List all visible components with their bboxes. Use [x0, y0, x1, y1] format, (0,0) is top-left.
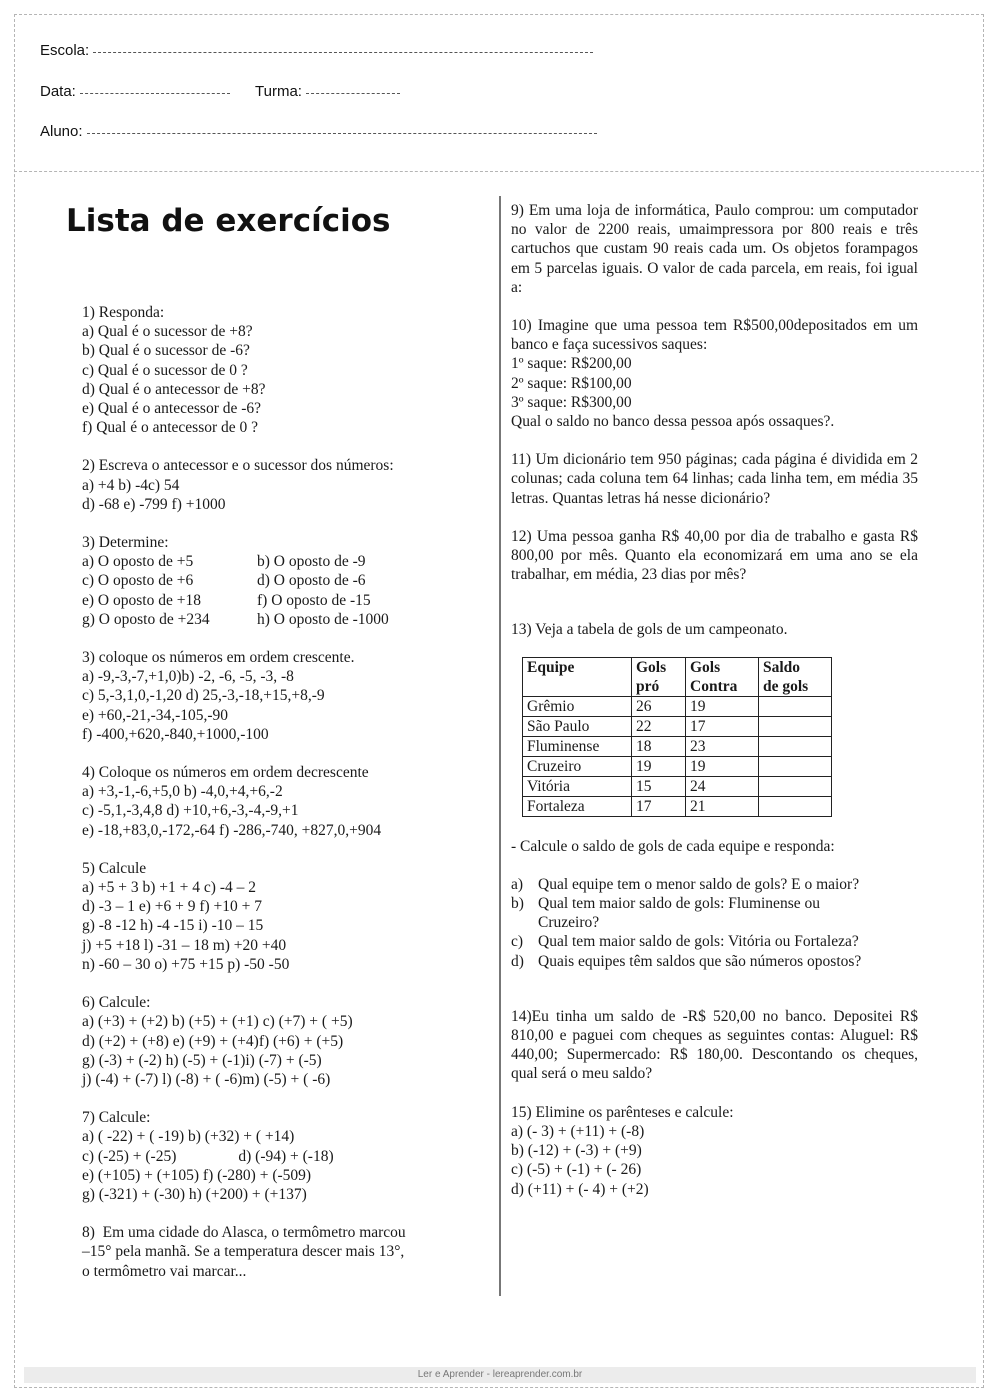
- table-row: [523, 736, 832, 756]
- question-heading: 7) Calcule:: [82, 1109, 151, 1127]
- escola-field[interactable]: [40, 42, 593, 59]
- question-item: e) O oposto de +18: [82, 591, 201, 609]
- question-text: 14)Eu tinha um saldo de -R$ 520,00 no banco. Depositei R$ 810,00 e paguei com cheques as seguintes contas: Aluguel: R$ 440,00; Supermercado: R$ 180,00. Descontando os cheques, qual será o meu saldo?: [511, 1007, 918, 1083]
- question-line: f) Qual é o antecessor de 0 ?: [82, 419, 259, 437]
- question-row: [82, 591, 482, 610]
- table-cell: 22: [632, 716, 686, 736]
- footer-credit: Ler e Aprender - lereaprender.com.br: [24, 1367, 976, 1383]
- table-row: [523, 716, 832, 736]
- question-line: n) -60 – 30 o) +75 +15 p) -50 -50: [82, 955, 290, 973]
- table-cell[interactable]: [759, 736, 832, 756]
- question-line: d) (+11) + (- 4) + (+2): [511, 1180, 649, 1198]
- question-item: d) O oposto de -6: [257, 572, 366, 590]
- table-cell: 23: [686, 736, 759, 756]
- question-instruction: - Calcule o saldo de gols de cada equipe e responda:: [511, 837, 835, 855]
- question-line: e) Qual é o antecessor de -6?: [82, 400, 262, 418]
- question-line: f) -400,+620,-840,+1000,-100: [82, 725, 269, 743]
- question-heading: 2) Escreva o antecessor e o sucessor dos números:: [82, 457, 394, 475]
- data-label: Data:: [40, 83, 76, 100]
- question-line: g) (-3) + (-2) h) (-5) + (-1)i) (-7) + (-5): [82, 1051, 322, 1069]
- table-cell: 15: [632, 776, 686, 796]
- item-letter: b): [511, 895, 524, 913]
- question-3-crescente: [82, 648, 482, 744]
- question-1: [82, 303, 482, 437]
- turma-label: Turma:: [255, 83, 302, 100]
- question-heading: 5) Calcule: [82, 859, 147, 877]
- question-line: –15° pela manhã. Se a temperatura descer mais 13°,: [82, 1243, 405, 1261]
- column-divider: [499, 196, 501, 1296]
- item-text: Qual equipe tem o menor saldo de gols? E o maior?: [538, 875, 860, 893]
- header-separator: [14, 171, 984, 172]
- table-row: [523, 776, 832, 796]
- table-cell: 19: [686, 696, 759, 716]
- question-line: 3º saque: R$300,00: [511, 393, 632, 411]
- table-row: [523, 696, 832, 716]
- question-line: a) -9,-3,-7,+1,0)b) -2, -6, -5, -3, -8: [82, 668, 294, 686]
- question-line: o termômetro vai marcar...: [82, 1262, 247, 1280]
- table-cell: 17: [686, 716, 759, 736]
- table-header: Saldo de gols: [759, 657, 832, 696]
- table-cell: 18: [632, 736, 686, 756]
- question-text: 12) Uma pessoa ganha R$ 40,00 por dia de trabalho e gasta R$ 800,00 por mês. Quanto ela economizará em uma ano se ela trabalhar, em média, 23 dias por mês?: [511, 527, 918, 584]
- table-cell: Grêmio: [523, 696, 632, 716]
- question-line: c) (-5) + (-1) + (- 26): [511, 1161, 642, 1179]
- table-header: Gols pró: [632, 657, 686, 696]
- question-items: [511, 875, 918, 971]
- table-cell: 17: [632, 796, 686, 816]
- question-line: d) Qual é o antecessor de +8?: [82, 380, 266, 398]
- table-cell: Fortaleza: [523, 796, 632, 816]
- aluno-field[interactable]: [40, 123, 597, 140]
- question-line: e) (+105) + (+105) f) (-280) + (-509): [82, 1166, 312, 1184]
- table-header-row: [523, 657, 832, 696]
- turma-line: [306, 93, 400, 94]
- question-item: a) O oposto de +5: [82, 553, 194, 571]
- question-text: 9) Em uma loja de informática, Paulo comprou: um computador no valor de 2200 reais, umaimpressora por 800 reais e três cartuchos que custam 90 reais cada um. Os objetos forampagos em 5 parcelas iguais. O valor de cada parcela, em reais, foi igual a:: [511, 202, 918, 296]
- escola-label: Escola:: [40, 42, 90, 59]
- table-header: Gols Contra: [686, 657, 759, 696]
- aluno-line: [87, 133, 597, 134]
- question-14: [511, 1007, 918, 1084]
- aluno-label: Aluno:: [40, 123, 83, 140]
- question-11: [511, 450, 918, 508]
- question-line: j) +5 +18 l) -31 – 18 m) +20 +40: [82, 936, 287, 954]
- question-line: a) +5 + 3 b) +1 + 4 c) -4 – 2: [82, 879, 256, 897]
- right-column: [511, 201, 918, 1218]
- question-line: a) +4 b) -4c) 54: [82, 476, 180, 494]
- table-row: [523, 756, 832, 776]
- question-line: 2º saque: R$100,00: [511, 374, 632, 392]
- goals-table: [522, 657, 832, 817]
- question-heading: 13) Veja a tabela de gols de um campeonato.: [511, 621, 788, 639]
- table-cell[interactable]: [759, 716, 832, 736]
- question-item: f) O oposto de -15: [257, 591, 371, 609]
- question-line: e) -18,+83,0,-172,-64 f) -286,-740, +827,0,+904: [82, 821, 382, 839]
- question-13: [511, 620, 918, 970]
- question-15: [511, 1103, 918, 1199]
- list-item: [511, 875, 918, 894]
- question-item: g) O oposto de +234: [82, 610, 210, 628]
- question-item: h) O oposto de -1000: [257, 610, 389, 628]
- question-line: a) (- 3) + (+11) + (-8): [511, 1122, 645, 1140]
- question-heading: 3) Determine:: [82, 534, 169, 552]
- table-row: [523, 796, 832, 816]
- question-line: Qual o saldo no banco dessa pessoa após ossaques?.: [511, 413, 835, 431]
- table-cell: 19: [632, 756, 686, 776]
- question-line: 8) Em uma cidade do Alasca, o termômetro marcou: [82, 1224, 406, 1242]
- question-line: d) -68 e) -799 f) +1000: [82, 495, 226, 513]
- list-item: [511, 952, 918, 971]
- question-line: c) Qual é o sucessor de 0 ?: [82, 361, 248, 379]
- item-letter: d): [511, 952, 524, 970]
- data-line: [80, 93, 230, 94]
- question-line: j) (-4) + (-7) l) (-8) + ( -6)m) (-5) + ( -6): [82, 1070, 331, 1088]
- table-cell: 21: [686, 796, 759, 816]
- question-6: [82, 993, 482, 1089]
- question-row: [82, 552, 482, 571]
- question-heading: 6) Calcule:: [82, 994, 151, 1012]
- table-cell[interactable]: [759, 756, 832, 776]
- question-line: b) Qual é o sucessor de -6?: [82, 342, 250, 360]
- table-header: Equipe: [523, 657, 632, 696]
- turma-field[interactable]: [255, 83, 400, 100]
- left-column: [82, 303, 482, 1300]
- question-line: c) (-25) + (-25) d) (-94) + (-18): [82, 1147, 334, 1165]
- question-row: [82, 571, 482, 590]
- table-cell: 24: [686, 776, 759, 796]
- question-line: d) (+2) + (+8) e) (+9) + (+4)f) (+6) + (+5): [82, 1032, 344, 1050]
- question-line: b) (-12) + (-3) + (+9): [511, 1142, 642, 1160]
- question-item: b) O oposto de -9: [257, 553, 366, 571]
- item-text: Qual tem maior saldo de gols: Fluminense ou Cruzeiro?: [538, 895, 820, 932]
- question-line: a) Qual é o sucessor de +8?: [82, 323, 253, 341]
- question-12: [511, 527, 918, 585]
- question-2: [82, 456, 482, 514]
- question-line: d) -3 – 1 e) +6 + 9 f) +10 + 7: [82, 898, 263, 916]
- item-text: Qual tem maior saldo de gols: Vitória ou Fortaleza?: [538, 933, 859, 951]
- question-line: e) +60,-21,-34,-105,-90: [82, 706, 229, 724]
- table-cell: São Paulo: [523, 716, 632, 736]
- question-line: c) 5,-3,1,0,-1,20 d) 25,-3,-18,+15,+8,-9: [82, 687, 325, 705]
- table-cell[interactable]: [759, 696, 832, 716]
- item-letter: c): [511, 933, 524, 951]
- question-heading: 1) Responda:: [82, 304, 165, 321]
- table-cell[interactable]: [759, 776, 832, 796]
- question-line: c) -5,1,-3,4,8 d) +10,+6,-3,-4,-9,+1: [82, 802, 299, 820]
- question-row: [82, 610, 482, 629]
- question-line: 1º saque: R$200,00: [511, 355, 632, 373]
- question-10: [511, 316, 918, 431]
- question-line: a) ( -22) + ( -19) b) (+32) + ( +14): [82, 1128, 295, 1146]
- question-line: a) (+3) + (+2) b) (+5) + (+1) c) (+7) + ( +5): [82, 1013, 353, 1031]
- list-item: [511, 894, 918, 932]
- list-item: [511, 932, 918, 951]
- question-7: [82, 1108, 482, 1204]
- question-9: [511, 201, 918, 297]
- question-text: 11) Um dicionário tem 950 páginas; cada página é dividida em 2 colunas; cada coluna tem 64 linhas; cada linha tem, em média 35 letras. Quantas letras há nesse dicionário?: [511, 451, 918, 507]
- table-cell: 19: [686, 756, 759, 776]
- question-heading: 4) Coloque os números em ordem decrescente: [82, 764, 369, 782]
- question-3-determine: [82, 533, 482, 629]
- table-cell: Vitória: [523, 776, 632, 796]
- question-text: 10) Imagine que uma pessoa tem R$500,00depositados em um banco e faça sucessivos saques:: [511, 317, 918, 354]
- table-cell: 26: [632, 696, 686, 716]
- item-text: Quais equipes têm saldos que são números opostos?: [538, 952, 862, 970]
- data-field[interactable]: [40, 83, 230, 100]
- question-item: c) O oposto de +6: [82, 572, 194, 590]
- escola-line: [93, 52, 593, 53]
- table-cell: Fluminense: [523, 736, 632, 756]
- page-title: Lista de exercícios: [66, 203, 391, 239]
- item-letter: a): [511, 875, 524, 893]
- question-4: [82, 763, 482, 840]
- table-cell: Cruzeiro: [523, 756, 632, 776]
- question-5: [82, 859, 482, 974]
- question-line: g) (-321) + (-30) h) (+200) + (+137): [82, 1185, 307, 1203]
- question-8: [82, 1223, 482, 1281]
- question-heading: 3) coloque os números em ordem crescente.: [82, 649, 355, 667]
- question-line: a) +3,-1,-6,+5,0 b) -4,0,+4,+6,-2: [82, 783, 283, 801]
- question-line: g) -8 -12 h) -4 -15 i) -10 – 15: [82, 917, 264, 935]
- table-cell[interactable]: [759, 796, 832, 816]
- question-heading: 15) Elimine os parênteses e calcule:: [511, 1103, 734, 1121]
